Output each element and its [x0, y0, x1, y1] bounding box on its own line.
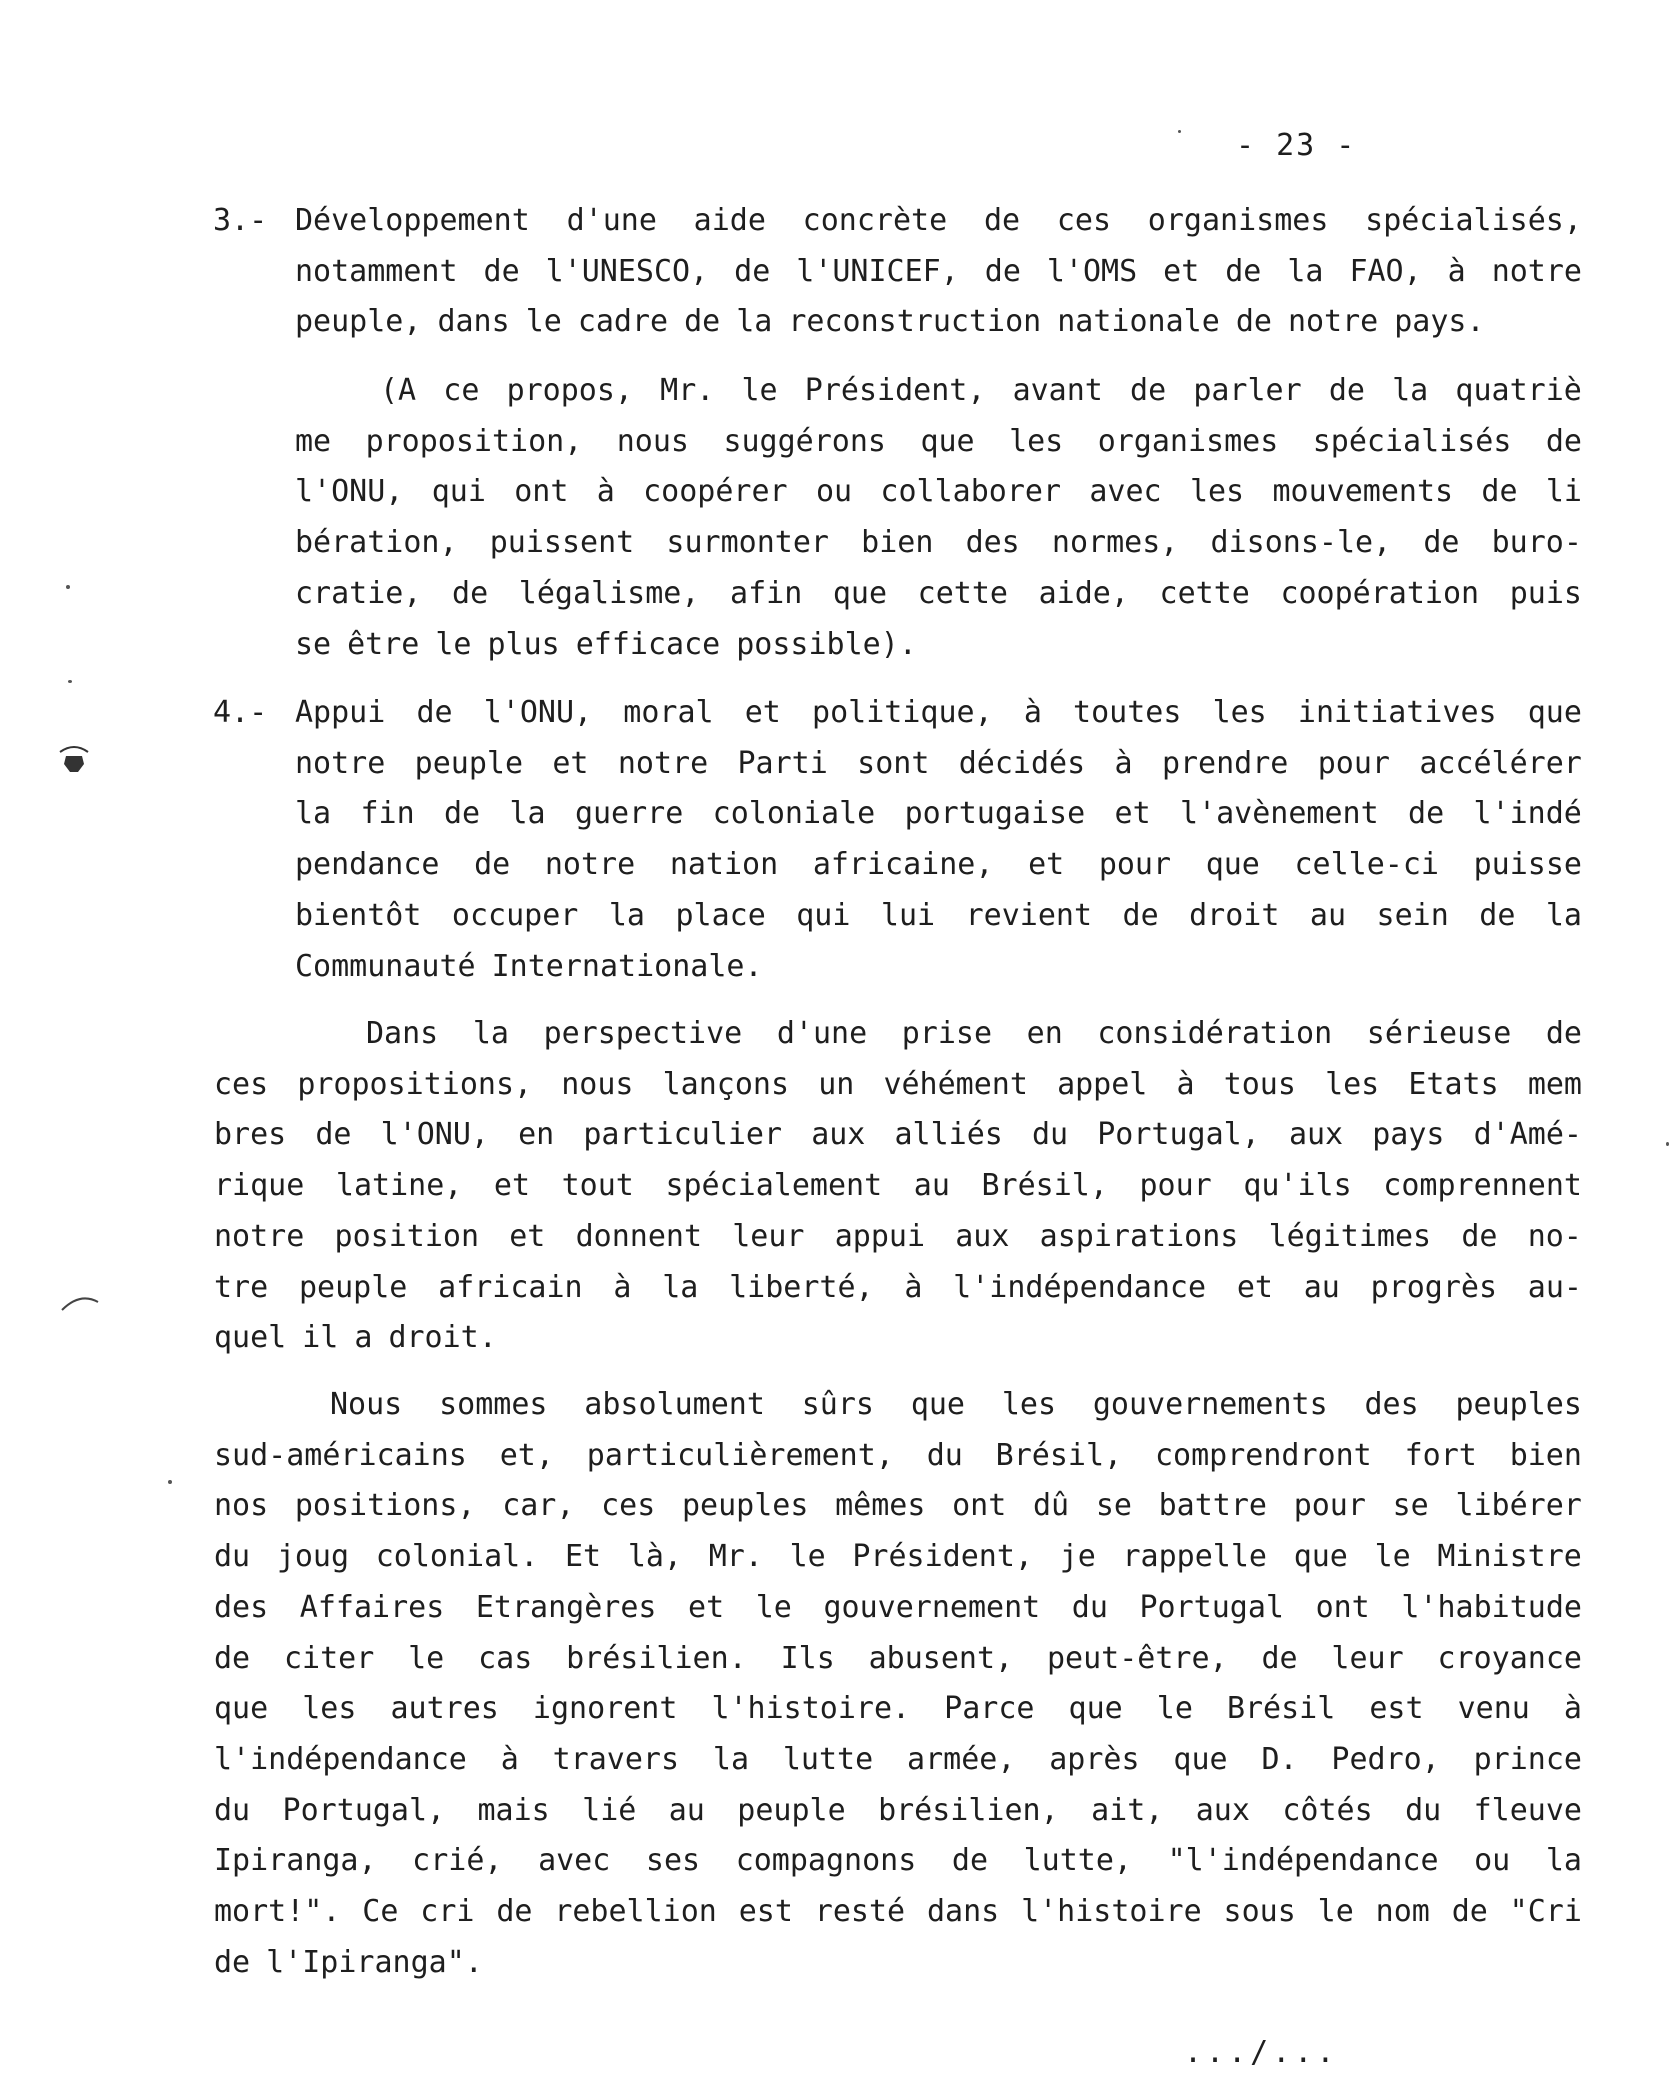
text-line: des Affaires Etrangères et le gouvernement du Portugal ont l'habitude — [214, 1590, 1582, 1625]
margin-stamp-icon — [58, 742, 90, 776]
speck — [1666, 1142, 1669, 1146]
text-line: Appui de l'ONU, moral et politique, à toutes les initiatives que — [295, 695, 1582, 730]
text-line: rique latine, et tout spécialement au Brésil, pour qu'ils comprennent — [214, 1168, 1582, 1203]
text-line: Développement d'une aide concrète de ces organismes spécialisés, — [295, 203, 1582, 238]
text-line: sud-américains et, particulièrement, du Brésil, comprendront fort bien — [214, 1438, 1582, 1473]
text-line: l'indépendance à travers la lutte armée, après que D. Pedro, prince — [214, 1742, 1582, 1777]
text-line: la fin de la guerre coloniale portugaise et l'avènement de l'indé — [295, 796, 1582, 831]
margin-arc-icon — [60, 1292, 100, 1312]
text-line: tre peuple africain à la liberté, à l'indépendance et au progrès au- — [214, 1270, 1582, 1305]
speck — [168, 1480, 172, 1484]
item-3-marker: 3.- — [213, 203, 268, 238]
speck — [68, 680, 72, 683]
speck — [66, 585, 70, 589]
text-line: du Portugal, mais lié au peuple brésilien, ait, aux côtés du fleuve — [214, 1793, 1582, 1828]
text-line: du joug colonial. Et là, Mr. le Président, je rappelle que le Ministre — [214, 1539, 1582, 1574]
text-line: de citer le cas brésilien. Ils abusent, peut-être, de leur croyance — [214, 1641, 1582, 1676]
text-line: l'ONU, qui ont à coopérer ou collaborer avec les mouvements de li — [295, 474, 1582, 509]
text-line: Ipiranga, crié, avec ses compagnons de lutte, "l'indépendance ou la — [214, 1843, 1582, 1878]
text-line: bientôt occuper la place qui lui revient de droit au sein de la — [295, 898, 1582, 933]
speck — [1178, 130, 1181, 133]
text-line: Communauté Internationale. — [295, 949, 763, 984]
text-line: bres de l'ONU, en particulier aux alliés du Portugal, aux pays d'Amé- — [214, 1117, 1582, 1152]
item-4-marker: 4.- — [213, 695, 268, 730]
text-line: que les autres ignorent l'histoire. Parce que le Brésil est venu à — [214, 1691, 1582, 1726]
text-line: notre position et donnent leur appui aux aspirations légitimes de no- — [214, 1219, 1582, 1254]
text-line: cratie, de légalisme, afin que cette aide, cette coopération puis — [295, 576, 1582, 611]
text-line: me proposition, nous suggérons que les organismes spécialisés de — [295, 424, 1582, 459]
text-line: bération, puissent surmonter bien des normes, disons-le, de buro- — [295, 525, 1582, 560]
text-line: mort!". Ce cri de rebellion est resté dans l'histoire sous le nom de "Cri — [214, 1894, 1582, 1929]
text-line: nos positions, car, ces peuples mêmes ont dû se battre pour se libérer — [214, 1488, 1582, 1523]
text-line: notamment de l'UNESCO, de l'UNICEF, de l'OMS et de la FAO, à notre — [295, 254, 1582, 289]
text-line: peuple, dans le cadre de la reconstruction nationale de notre pays. — [295, 304, 1485, 339]
text-line: ces propositions, nous lançons un véhément appel à tous les Etats mem — [214, 1067, 1582, 1102]
page-number: - 23 - — [1236, 128, 1357, 163]
text-line: Dans la perspective d'une prise en considération sérieuse de — [366, 1016, 1582, 1051]
continuation-mark: .../... — [1184, 2035, 1339, 2070]
text-line: Nous sommes absolument sûrs que les gouvernements des peuples — [330, 1387, 1582, 1422]
text-line: se être le plus efficace possible). — [295, 627, 917, 662]
text-line: pendance de notre nation africaine, et pour que celle-ci puisse — [295, 847, 1582, 882]
text-line: de l'Ipiranga". — [214, 1945, 483, 1980]
text-line: notre peuple et notre Parti sont décidés à prendre pour accélérer — [295, 746, 1582, 781]
text-line: quel il a droit. — [214, 1320, 497, 1355]
text-line: (A ce propos, Mr. le Président, avant de parler de la quatriè — [380, 373, 1582, 408]
